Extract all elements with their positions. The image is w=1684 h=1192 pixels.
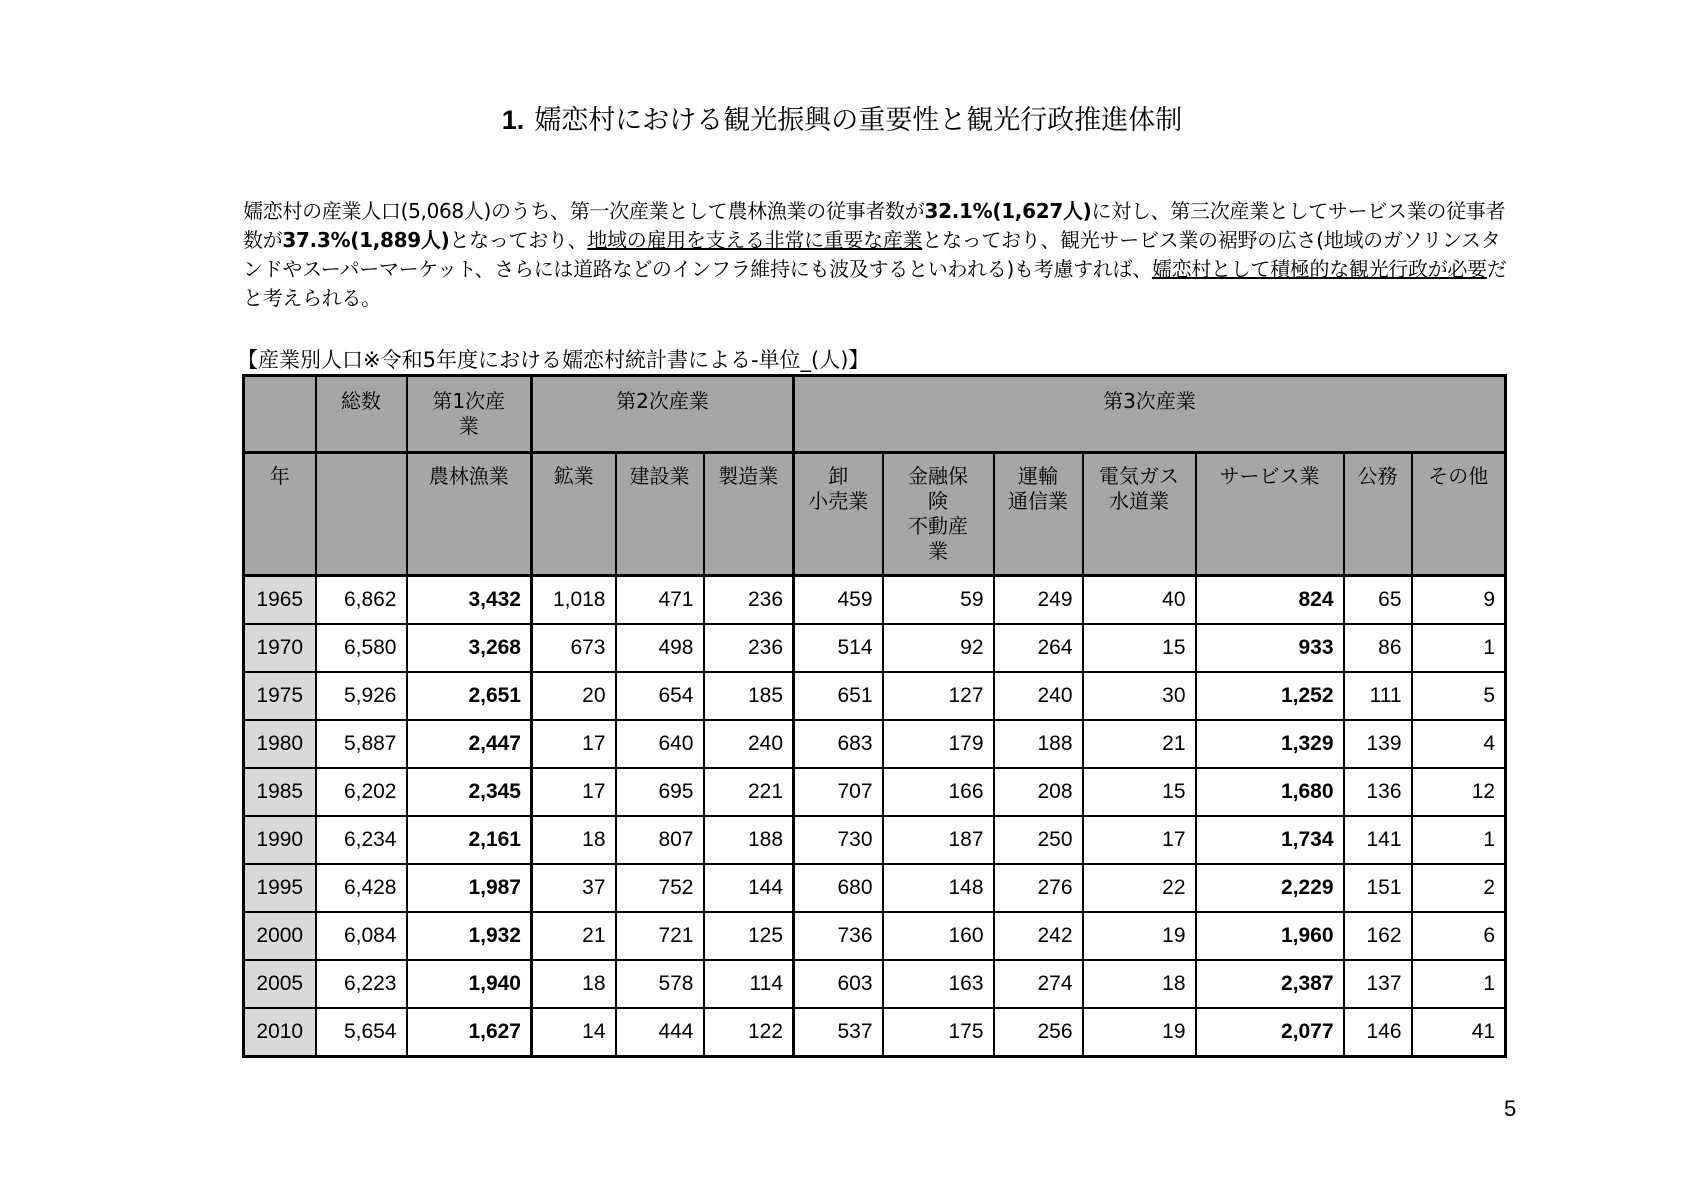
table-row [244, 816, 1506, 864]
value-cell: 514 [794, 624, 883, 672]
value-cell: 163 [883, 960, 994, 1008]
para-text-4: となっており、観光サービス業の裾野の広さ(地域のガソリンスタンドやスーパーマーケット、さらには道路などのインフラ維持にも波及するといわれる)も考慮すれば、 [243, 228, 1501, 281]
para-underline-policy: 嬬恋村として積極的な観光行政が必要 [1151, 257, 1487, 281]
value-cell: 139 [1344, 720, 1412, 768]
value-cell: 144 [704, 864, 794, 912]
value-cell: 37 [532, 864, 616, 912]
header-other: その他 [1412, 453, 1506, 576]
value-cell: 17 [532, 720, 616, 768]
header-finance-line2: 険 [928, 489, 949, 513]
para-bold-tertiary-share: 37.3%(1,889人) [282, 228, 450, 252]
value-cell: 1 [1412, 960, 1506, 1008]
value-cell: 240 [994, 672, 1083, 720]
value-cell: 1,252 [1196, 672, 1344, 720]
table-body [244, 576, 1506, 1057]
header-finance [883, 453, 994, 576]
value-cell: 5,887 [316, 720, 407, 768]
header-row-industries [244, 453, 1506, 576]
value-cell: 236 [704, 624, 794, 672]
value-cell: 166 [883, 768, 994, 816]
value-cell: 3,268 [407, 624, 532, 672]
header-blank [244, 376, 316, 453]
value-cell: 498 [616, 624, 704, 672]
intro-paragraph [243, 197, 1518, 313]
value-cell: 1 [1412, 816, 1506, 864]
value-cell: 1,329 [1196, 720, 1344, 768]
value-cell: 4 [1412, 720, 1506, 768]
table-row [244, 720, 1506, 768]
year-cell: 1995 [244, 864, 316, 912]
para-text-5: だと考えられる。 [243, 257, 1507, 310]
value-cell: 2,651 [407, 672, 532, 720]
para-text-2: に対し、第三次産業としてサービス業の従事者数が [243, 199, 1506, 252]
table-row [244, 672, 1506, 720]
value-cell: 9 [1412, 576, 1506, 625]
year-cell: 1975 [244, 672, 316, 720]
value-cell: 2,447 [407, 720, 532, 768]
value-cell: 146 [1344, 1008, 1412, 1057]
header-year: 年 [244, 453, 316, 576]
value-cell: 683 [794, 720, 883, 768]
year-cell: 2000 [244, 912, 316, 960]
value-cell: 680 [794, 864, 883, 912]
value-cell: 1,932 [407, 912, 532, 960]
header-utility-line1: 電気ガス [1099, 464, 1180, 488]
value-cell: 179 [883, 720, 994, 768]
value-cell: 6,223 [316, 960, 407, 1008]
value-cell: 15 [1083, 624, 1196, 672]
value-cell: 141 [1344, 816, 1412, 864]
page-title [0, 100, 1684, 141]
value-cell: 14 [532, 1008, 616, 1057]
value-cell: 2 [1412, 864, 1506, 912]
value-cell: 19 [1083, 1008, 1196, 1057]
header-service: サービス業 [1196, 453, 1344, 576]
value-cell: 250 [994, 816, 1083, 864]
value-cell: 208 [994, 768, 1083, 816]
value-cell: 1,627 [407, 1008, 532, 1057]
value-cell: 6,580 [316, 624, 407, 672]
value-cell: 137 [1344, 960, 1412, 1008]
header-agriculture: 農林漁業 [407, 453, 532, 576]
value-cell: 6,202 [316, 768, 407, 816]
header-tertiary: 第3次産業 [794, 376, 1506, 453]
header-total-blank [316, 453, 407, 576]
value-cell: 824 [1196, 576, 1344, 625]
header-public: 公務 [1344, 453, 1412, 576]
value-cell: 236 [704, 576, 794, 625]
value-cell: 651 [794, 672, 883, 720]
value-cell: 459 [794, 576, 883, 625]
value-cell: 2,077 [1196, 1008, 1344, 1057]
value-cell: 65 [1344, 576, 1412, 625]
header-trade [794, 453, 883, 576]
value-cell: 5,926 [316, 672, 407, 720]
table-row [244, 1008, 1506, 1057]
value-cell: 2,229 [1196, 864, 1344, 912]
para-text-1: 嬬恋村の産業人口(5,068人)のうち、第一次産業として農林漁業の従事者数が [243, 199, 925, 223]
value-cell: 1,940 [407, 960, 532, 1008]
value-cell: 5 [1412, 672, 1506, 720]
value-cell: 19 [1083, 912, 1196, 960]
table-row [244, 864, 1506, 912]
value-cell: 41 [1412, 1008, 1506, 1057]
header-transport-line2: 通信業 [1008, 489, 1069, 513]
para-bold-primary-share: 32.1%(1,627人) [924, 199, 1092, 223]
value-cell: 933 [1196, 624, 1344, 672]
year-cell: 1965 [244, 576, 316, 625]
value-cell: 6,428 [316, 864, 407, 912]
header-mining: 鉱業 [532, 453, 616, 576]
value-cell: 752 [616, 864, 704, 912]
value-cell: 471 [616, 576, 704, 625]
value-cell: 187 [883, 816, 994, 864]
value-cell: 673 [532, 624, 616, 672]
value-cell: 1 [1412, 624, 1506, 672]
value-cell: 807 [616, 816, 704, 864]
value-cell: 5,654 [316, 1008, 407, 1057]
value-cell: 1,960 [1196, 912, 1344, 960]
year-cell: 2005 [244, 960, 316, 1008]
value-cell: 148 [883, 864, 994, 912]
header-utility-line2: 水道業 [1109, 489, 1170, 513]
value-cell: 21 [532, 912, 616, 960]
value-cell: 17 [1083, 816, 1196, 864]
header-utility [1083, 453, 1196, 576]
value-cell: 249 [994, 576, 1083, 625]
header-row-groups [244, 376, 1506, 453]
value-cell: 6 [1412, 912, 1506, 960]
value-cell: 20 [532, 672, 616, 720]
value-cell: 695 [616, 768, 704, 816]
table-caption: 【産業別人口※令和5年度における嬬恋村統計書による-単位_(人)】 [237, 348, 870, 372]
value-cell: 1,987 [407, 864, 532, 912]
value-cell: 1,734 [1196, 816, 1344, 864]
value-cell: 736 [794, 912, 883, 960]
value-cell: 175 [883, 1008, 994, 1057]
header-finance-line1: 金融保 [908, 464, 969, 488]
value-cell: 276 [994, 864, 1083, 912]
year-cell: 1970 [244, 624, 316, 672]
value-cell: 707 [794, 768, 883, 816]
header-finance-line3: 不動産 [908, 514, 969, 538]
section-title-text: 嬬恋村における観光振興の重要性と観光行政推進体制 [534, 105, 1183, 136]
value-cell: 59 [883, 576, 994, 625]
value-cell: 122 [704, 1008, 794, 1057]
value-cell: 125 [704, 912, 794, 960]
value-cell: 151 [1344, 864, 1412, 912]
value-cell: 1,018 [532, 576, 616, 625]
value-cell: 127 [883, 672, 994, 720]
table-row [244, 624, 1506, 672]
value-cell: 240 [704, 720, 794, 768]
header-secondary: 第2次産業 [532, 376, 794, 453]
value-cell: 188 [704, 816, 794, 864]
value-cell: 114 [704, 960, 794, 1008]
value-cell: 188 [994, 720, 1083, 768]
value-cell: 256 [994, 1008, 1083, 1057]
header-trade-line1: 卸 [828, 464, 849, 488]
value-cell: 242 [994, 912, 1083, 960]
header-finance-line4: 業 [928, 539, 949, 563]
value-cell: 6,234 [316, 816, 407, 864]
value-cell: 6,862 [316, 576, 407, 625]
header-transport-line1: 運輸 [1018, 464, 1059, 488]
header-primary: 第1次産業 [407, 376, 532, 453]
section-number: 1. [501, 105, 525, 135]
value-cell: 17 [532, 768, 616, 816]
value-cell: 136 [1344, 768, 1412, 816]
value-cell: 15 [1083, 768, 1196, 816]
header-total: 総数 [316, 376, 407, 453]
value-cell: 3,432 [407, 576, 532, 625]
value-cell: 18 [532, 816, 616, 864]
year-cell: 2010 [244, 1008, 316, 1057]
value-cell: 2,345 [407, 768, 532, 816]
value-cell: 603 [794, 960, 883, 1008]
value-cell: 721 [616, 912, 704, 960]
value-cell: 160 [883, 912, 994, 960]
value-cell: 22 [1083, 864, 1196, 912]
value-cell: 92 [883, 624, 994, 672]
industry-population-table [242, 374, 1507, 1058]
header-transport [994, 453, 1083, 576]
table-row [244, 576, 1506, 625]
table-row [244, 912, 1506, 960]
year-cell: 1990 [244, 816, 316, 864]
value-cell: 444 [616, 1008, 704, 1057]
value-cell: 2,161 [407, 816, 532, 864]
value-cell: 2,387 [1196, 960, 1344, 1008]
header-construction: 建設業 [616, 453, 704, 576]
para-text-3: となっており、 [449, 228, 588, 252]
value-cell: 12 [1412, 768, 1506, 816]
value-cell: 185 [704, 672, 794, 720]
table-row [244, 768, 1506, 816]
value-cell: 18 [1083, 960, 1196, 1008]
table-row [244, 960, 1506, 1008]
value-cell: 21 [1083, 720, 1196, 768]
value-cell: 221 [704, 768, 794, 816]
value-cell: 578 [616, 960, 704, 1008]
value-cell: 640 [616, 720, 704, 768]
year-cell: 1985 [244, 768, 316, 816]
value-cell: 40 [1083, 576, 1196, 625]
page-number: 5 [1504, 1096, 1517, 1121]
value-cell: 1,680 [1196, 768, 1344, 816]
value-cell: 111 [1344, 672, 1412, 720]
value-cell: 162 [1344, 912, 1412, 960]
header-trade-line2: 小売業 [808, 489, 869, 513]
value-cell: 6,084 [316, 912, 407, 960]
value-cell: 18 [532, 960, 616, 1008]
value-cell: 654 [616, 672, 704, 720]
value-cell: 30 [1083, 672, 1196, 720]
para-underline-employment: 地域の雇用を支える非常に重要な産業 [587, 228, 923, 252]
year-cell: 1980 [244, 720, 316, 768]
value-cell: 537 [794, 1008, 883, 1057]
value-cell: 264 [994, 624, 1083, 672]
header-manufacturing: 製造業 [704, 453, 794, 576]
value-cell: 86 [1344, 624, 1412, 672]
value-cell: 274 [994, 960, 1083, 1008]
value-cell: 730 [794, 816, 883, 864]
